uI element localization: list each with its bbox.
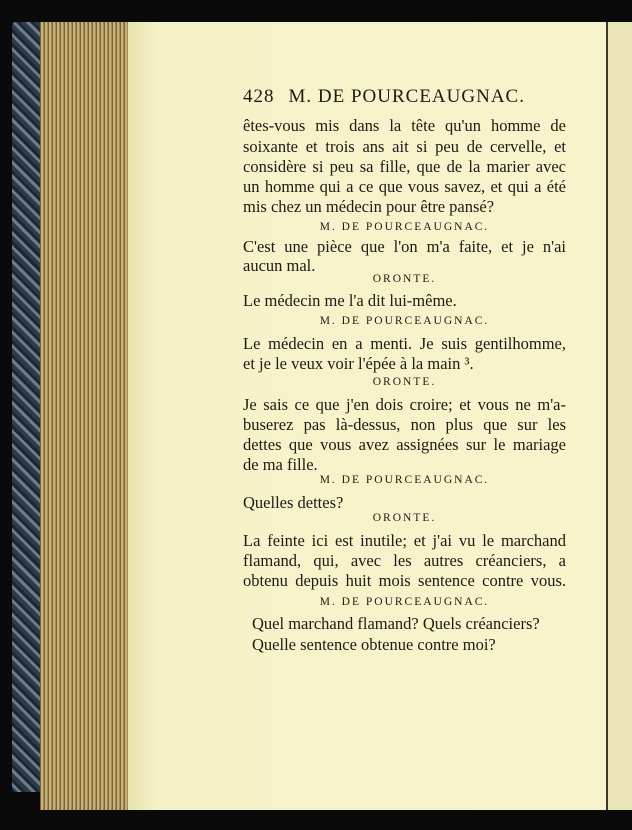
page-edges [40, 22, 132, 810]
text-line: Quelles dettes? [243, 493, 344, 512]
text-line: C'est une pièce que l'on m'a faite, et je n'ai [243, 237, 566, 256]
text-line: dettes que vous avez assignées sur le mariage [243, 435, 566, 454]
speaker-name: ORONTE. [372, 376, 437, 388]
text-line: de ma fille. [243, 455, 318, 474]
speaker-name: M. DE POURCEAUGNAC. [319, 221, 490, 233]
running-header [243, 86, 525, 108]
text-line: obtenu depuis huit mois sentence contre vous. [243, 571, 566, 590]
text-line: buserez pas là-dessus, non plus que sur les [243, 415, 566, 434]
text-line: flamand, qui, avec les autres créanciers, a [243, 551, 566, 570]
text-line: La feinte ici est inutile; et j'ai vu le marchand [243, 531, 566, 550]
speaker-name: M. DE POURCEAUGNAC. [319, 315, 490, 327]
text-line: êtes-vous mis dans la tête qu'un homme de [243, 116, 566, 135]
page-number: 428 [243, 86, 275, 107]
text-line: Le médecin en a menti. Je suis gentilhomme, [243, 334, 566, 353]
text-line: soixante et trois ans ait si peu de cervelle, et [243, 137, 566, 156]
book-spine [12, 22, 42, 792]
text-line: mis chez un médecin pour être pansé? [243, 197, 495, 216]
text-line: Je sais ce que j'en dois croire; et vous ne m'a- [243, 395, 566, 414]
text-line: aucun mal. [243, 256, 316, 275]
speaker-name: M. DE POURCEAUGNAC. [319, 474, 490, 486]
speaker-name: ORONTE. [372, 273, 437, 285]
speaker-name: ORONTE. [372, 512, 437, 524]
text-line: Quel marchand flamand? Quels créanciers? [252, 614, 540, 633]
text-line: et je le veux voir l'épée à la main ³. [243, 354, 474, 373]
running-title: M. DE POURCEAUGNAC. [288, 86, 525, 107]
text-line: Quelle sentence obtenue contre moi? [252, 635, 496, 654]
text-line: Le médecin me l'a dit lui-même. [243, 291, 457, 310]
speaker-name: M. DE POURCEAUGNAC. [319, 596, 490, 608]
text-line: considère si peu sa fille, que de la marier avec [243, 157, 566, 176]
text-line: un homme qui a ce que vous savez, et qui a été [243, 177, 566, 196]
facing-page [606, 22, 632, 810]
